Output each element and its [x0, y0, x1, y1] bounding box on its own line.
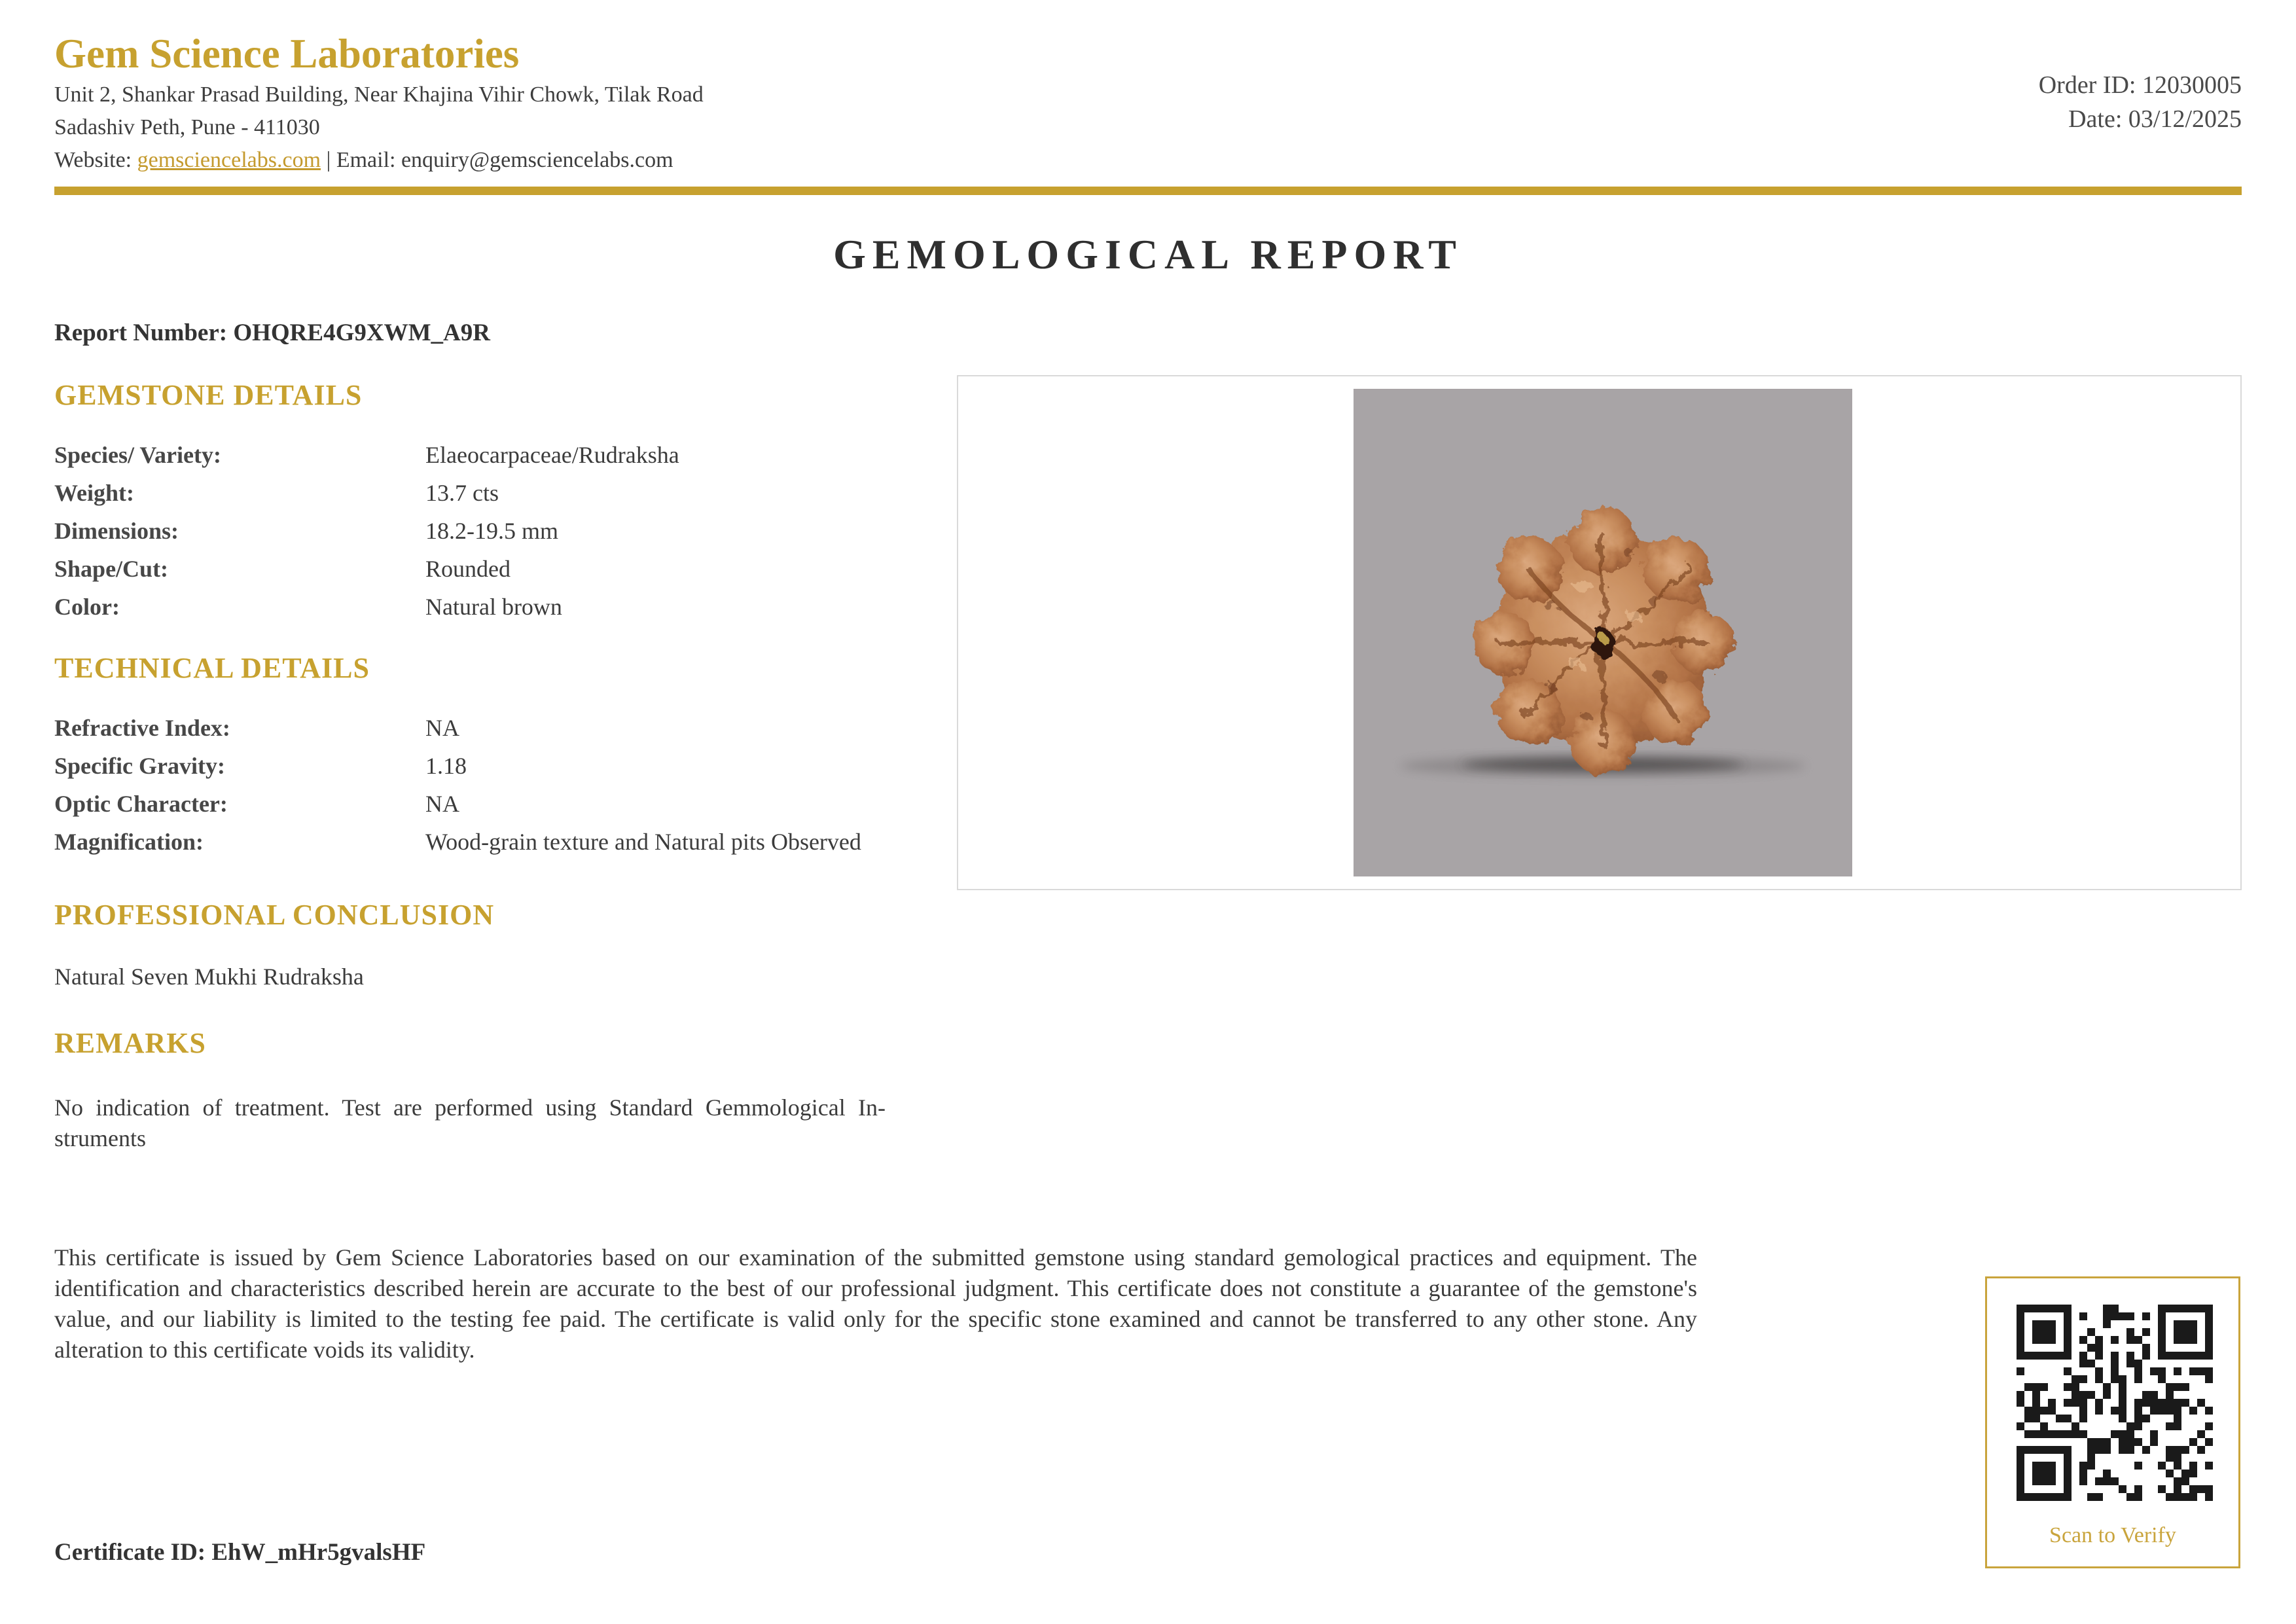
row-value: Natural brown	[425, 594, 562, 620]
table-row	[54, 714, 951, 752]
table-row	[54, 790, 951, 828]
row-label: Shape/Cut:	[54, 556, 169, 582]
remarks-text: No indication of treatment. Test are performed using Standard Gemmological Instruments	[54, 1094, 886, 1151]
email-address: enquiry@gemsciencelabs.com	[401, 148, 673, 173]
row-label: Optic Character:	[54, 791, 228, 817]
website-label: Website:	[54, 148, 137, 173]
order-date: Date: 03/12/2025	[2068, 105, 2242, 133]
row-value: 13.7 cts	[425, 480, 499, 506]
table-row	[54, 752, 951, 790]
row-label: Specific Gravity:	[54, 753, 225, 779]
row-label: Color:	[54, 594, 120, 620]
professional-conclusion-heading: PROFESSIONAL CONCLUSION	[54, 899, 495, 931]
website-link[interactable]: gemsciencelabs.com	[137, 148, 321, 173]
technical-details-rows	[54, 714, 951, 866]
gemstone-details-heading: GEMSTONE DETAILS	[54, 379, 363, 411]
order-id: Order ID: 12030005	[2038, 71, 2242, 99]
address-line-1: Unit 2, Shankar Prasad Building, Near Khajina Vihir Chowk, Tilak Road	[54, 82, 704, 107]
table-row	[54, 441, 951, 479]
table-row	[54, 479, 951, 517]
row-value: 18.2-19.5 mm	[425, 518, 558, 544]
row-label: Magnification:	[54, 829, 204, 855]
qr-verify-box	[1985, 1276, 2240, 1568]
contact-line	[54, 146, 704, 175]
technical-details-heading: TECHNICAL DETAILS	[54, 652, 370, 684]
qr-caption: Scan to Verify	[2049, 1523, 2176, 1547]
gemstone-details-rows	[54, 441, 951, 631]
row-label: Dimensions:	[54, 518, 179, 544]
certificate-id-value: EhW_mHr5gvalsHF	[211, 1539, 426, 1566]
table-row	[54, 517, 951, 555]
report-number	[54, 319, 490, 347]
professional-conclusion-text: Natural Seven Mukhi Rudraksha	[54, 964, 364, 990]
row-value: Wood-grain texture and Natural pits Observed	[425, 829, 861, 855]
header-divider-bar	[54, 187, 2242, 195]
company-name: Gem Science Laboratories	[54, 31, 520, 77]
row-value: 1.18	[425, 753, 467, 779]
qr-code	[2017, 1305, 2213, 1501]
gemstone-photo-frame	[957, 375, 2242, 890]
remarks-heading: REMARKS	[54, 1027, 206, 1059]
report-title: GEMOLOGICAL REPORT	[833, 231, 1463, 278]
table-row	[54, 555, 951, 593]
row-value: Elaeocarpaceae/Rudraksha	[425, 442, 679, 468]
gemstone-details-section	[54, 378, 951, 631]
contact-separator: | Email:	[321, 148, 401, 173]
report-number-value: OHQRE4G9XWM_A9R	[233, 319, 490, 346]
row-value: Rounded	[425, 556, 511, 582]
row-label: Refractive Index:	[54, 715, 230, 741]
disclaimer-text: This certificate is issued by Gem Science Laboratories based on our examination of the submitted gemstone using standard gemological practices and equipment. The identification and characteristics described herein are accurate to the best of our professional judgment. This certificate does not constitute a guarantee of the gemstone's value, and our liability is limited to the testing fee paid. The certificate is valid only for the specific stone examined and cannot be transferred to any other stone. Any alteration to this certificate voids its validity.	[54, 1244, 1697, 1363]
professional-conclusion-section	[54, 898, 951, 990]
gemstone-photo	[1354, 389, 1852, 876]
row-value: NA	[425, 715, 459, 741]
order-info	[2039, 68, 2242, 136]
row-label: Weight:	[54, 480, 134, 506]
table-row	[54, 828, 951, 866]
row-value: NA	[425, 791, 459, 817]
report-number-label: Report Number:	[54, 319, 234, 346]
remarks-section	[54, 1026, 886, 1154]
row-label: Species/ Variety:	[54, 442, 221, 468]
certificate-id	[54, 1538, 425, 1566]
table-row	[54, 593, 951, 631]
header	[54, 31, 704, 175]
address-line-2: Sadashiv Peth, Pune - 411030	[54, 115, 320, 140]
technical-details-section	[54, 651, 951, 866]
certificate-id-label: Certificate ID:	[54, 1539, 212, 1566]
